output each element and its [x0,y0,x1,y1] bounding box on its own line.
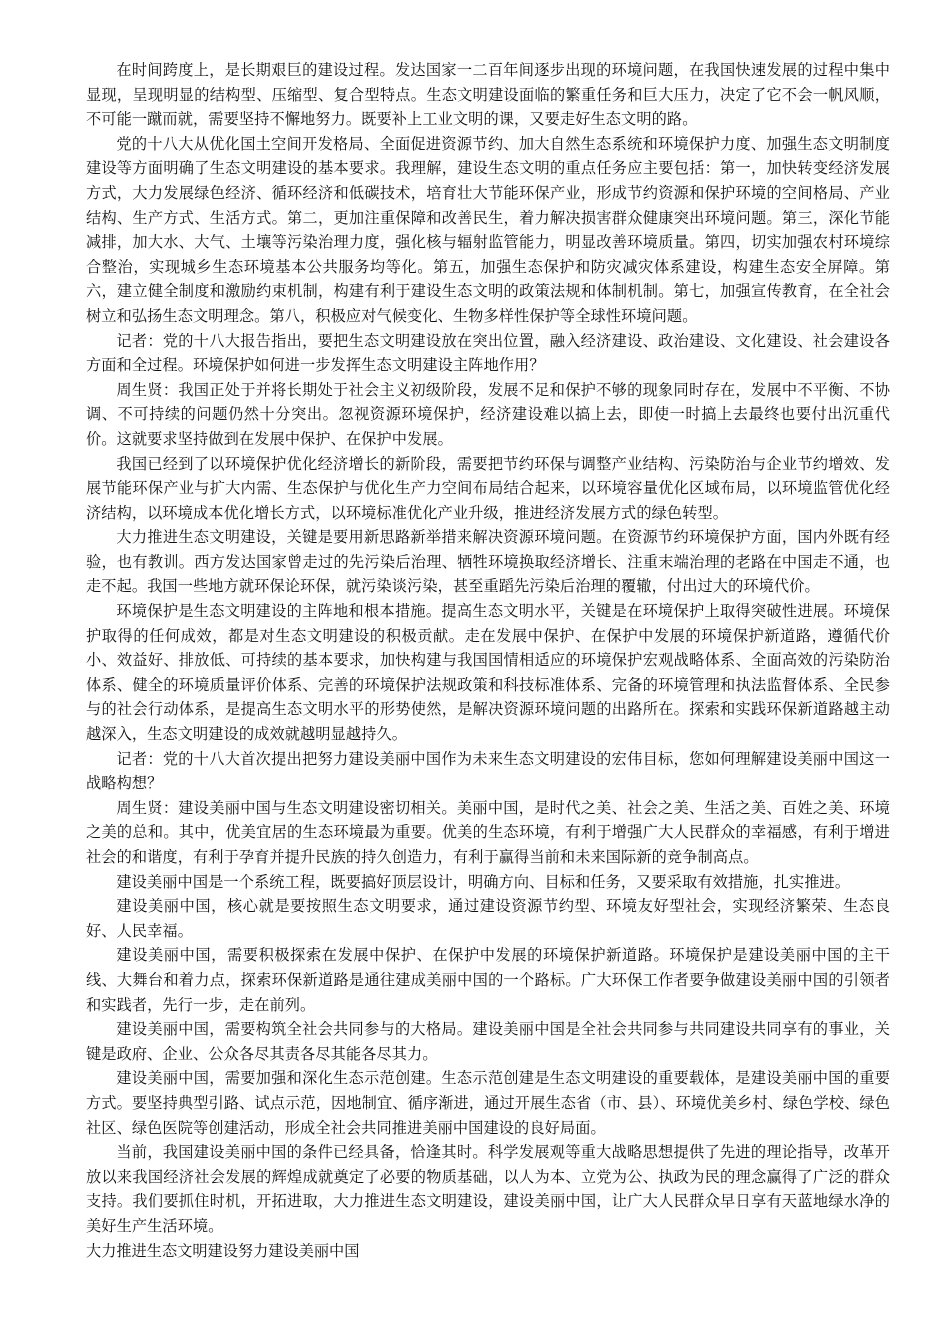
paragraph-2: 党的十八大从优化国土空间开发格局、全面促进资源节约、加大自然生态系统和环境保护力度、加强生态文明制度建设等方面明确了生态文明建设的基本要求。我理解，建设生态文明的重点任务应主要包括：第一，加快转变经济发展方式，大力发展绿色经济、循环经济和低碳技术，培育壮大节能环保产业，形成节约资源和保护环境的空间格局、产业结构、生产方式、生活方式。第二，更加注重保障和改善民生，着力解决损害群众健康突出环境问题。第三，深化节能减排，加大水、大气、土壤等污染治理力度，强化核与辐射监管能力，明显改善环境质量。第四，切实加强农村环境综合整治，实现城乡生态环境基本公共服务均等化。第五，加强生态保护和防灾减灾体系建设，构建生态安全屏障。第六，建立健全制度和激励约束机制，构建有利于建设生态文明的政策法规和体制机制。第七，加强宣传教育，在全社会树立和弘扬生态文明理念。第八，积极应对气候变化、生物多样性保护等全球性环境问题。 [86,134,890,325]
paragraph-4: 周生贤：我国正处于并将长期处于社会主义初级阶段，发展不足和保护不够的现象同时存在，发展中不平衡、不协调、不可持续的问题仍然十分突出。忽视资源环境保护，经济建设难以搞上去，即使一时搞上去最终也要付出沉重代价。这就要求坚持做到在发展中保护、在保护中发展。 [86,380,890,448]
paragraph-14: 建设美丽中国，需要加强和深化生态示范创建。生态示范创建是生态文明建设的重要载体，是建设美丽中国的重要方式。要坚持典型引路、试点示范，因地制宜、循序渐进，通过开展生态省（市、县）、环境优美乡村、绿色学校、绿色社区、绿色医院等创建活动，形成全社会共同推进美丽中国建设的良好局面。 [86,1069,890,1137]
paragraph-6: 大力推进生态文明建设，关键是要用新思路新举措来解决资源环境问题。在资源节约环境保护方面，国内外既有经验，也有教训。西方发达国家曾走过的先污染后治理、牺牲环境换取经济增长、注重末端治理的老路在中国走不通，也走不起。我国一些地方就环保论环保，就污染谈污染，甚至重蹈先污染后治理的覆辙，付出过大的环境代价。 [86,528,890,596]
paragraph-1: 在时间跨度上，是长期艰巨的建设过程。发达国家一二百年间逐步出现的环境问题，在我国快速发展的过程中集中显现，呈现明显的结构型、压缩型、复合型特点。生态文明建设面临的繁重任务和巨大压力，决定了它不会一帆风顺，不可能一蹴而就，需要坚持不懈地努力。既要补上工业文明的课，又要走好生态文明的路。 [86,61,890,129]
paragraph-3: 记者：党的十八大报告指出，要把生态文明建设放在突出位置，融入经济建设、政治建设、文化建设、社会建设各方面和全过程。环境保护如何进一步发挥生态文明建设主阵地作用？ [86,331,890,375]
paragraph-9: 周生贤：建设美丽中国与生态文明建设密切相关。美丽中国，是时代之美、社会之美、生活之美、百姓之美、环境之美的总和。其中，优美宜居的生态环境最为重要。优美的生态环境，有利于增强广大人民群众的幸福感，有利于增进社会的和谐度，有利于孕育并提升民族的持久创造力，有利于赢得当前和未来国际新的竞争制高点。 [86,798,890,866]
paragraph-15: 当前，我国建设美丽中国的条件已经具备，恰逢其时。科学发展观等重大战略思想提供了先进的理论指导，改革开放以来我国经济社会发展的辉煌成就奠定了必要的物质基础，以人为本、立党为公、执政为民的理念赢得了广泛的群众支持。我们要抓住时机，开拓进取，大力推进生态文明建设，建设美丽中国，让广大人民群众早日享有天蓝地绿水净的美好生产生活环境。 [86,1143,890,1235]
paragraph-13: 建设美丽中国，需要构筑全社会共同参与的大格局。建设美丽中国是全社会共同参与共同建设共同享有的事业，关键是政府、企业、公众各尽其责各尽其能各尽其力。 [86,1020,890,1063]
paragraph-5: 我国已经到了以环境保护优化经济增长的新阶段，需要把节约环保与调整产业结构、污染防治与企业节约增效、发展节能环保产业与扩大内需、生态保护与优化生产力空间布局结合起来，以环境容量优化区域布局，以环境监管优化经济结构，以环境成本优化增长方式，以环境标准优化产业升级，推进经济发展方式的绿色转型。 [86,454,890,522]
footer-title: 大力推进生态文明建设努力建设美丽中国 [86,1241,360,1260]
paragraph-11: 建设美丽中国，核心就是要按照生态文明要求，通过建设资源节约型、环境友好型社会，实现经济繁荣、生态良好、人民幸福。 [86,897,890,940]
paragraph-8: 记者：党的十八大首次提出把努力建设美丽中国作为未来生态文明建设的宏伟目标，您如何理解建设美丽中国这一战略构想？ [86,749,890,793]
paragraph-12: 建设美丽中国，需要积极探索在发展中保护、在保护中发展的环境保护新道路。环境保护是建设美丽中国的主干线、大舞台和着力点，探索环保新道路是通往建成美丽中国的一个路标。广大环保工作者要争做建设美丽中国的引领者和实践者，先行一步，走在前列。 [86,946,890,1014]
paragraph-10: 建设美丽中国是一个系统工程，既要搞好顶层设计，明确方向、目标和任务，又要采取有效措施，扎实推进。 [116,872,851,891]
paragraph-7: 环境保护是生态文明建设的主阵地和根本措施。提高生态文明水平，关键是在环境保护上取得突破性进展。环境保护取得的任何成效，都是对生态文明建设的积极贡献。走在发展中保护、在保护中发展的环境保护新道路，遵循代价小、效益好、排放低、可持续的基本要求，加快构建与我国国情相适应的环境保护宏观战略体系、全面高效的污染防治体系、健全的环境质量评价体系、完善的环境保护法规政策和科技标准体系、完备的环境管理和执法监督体系、全民参与的社会行动体系，是提高生态文明水平的形势使然，是解决资源环境问题的出路所在。探索和实践环保新道路越主动越深入，生态文明建设的成效就越明显越持久。 [86,602,890,744]
